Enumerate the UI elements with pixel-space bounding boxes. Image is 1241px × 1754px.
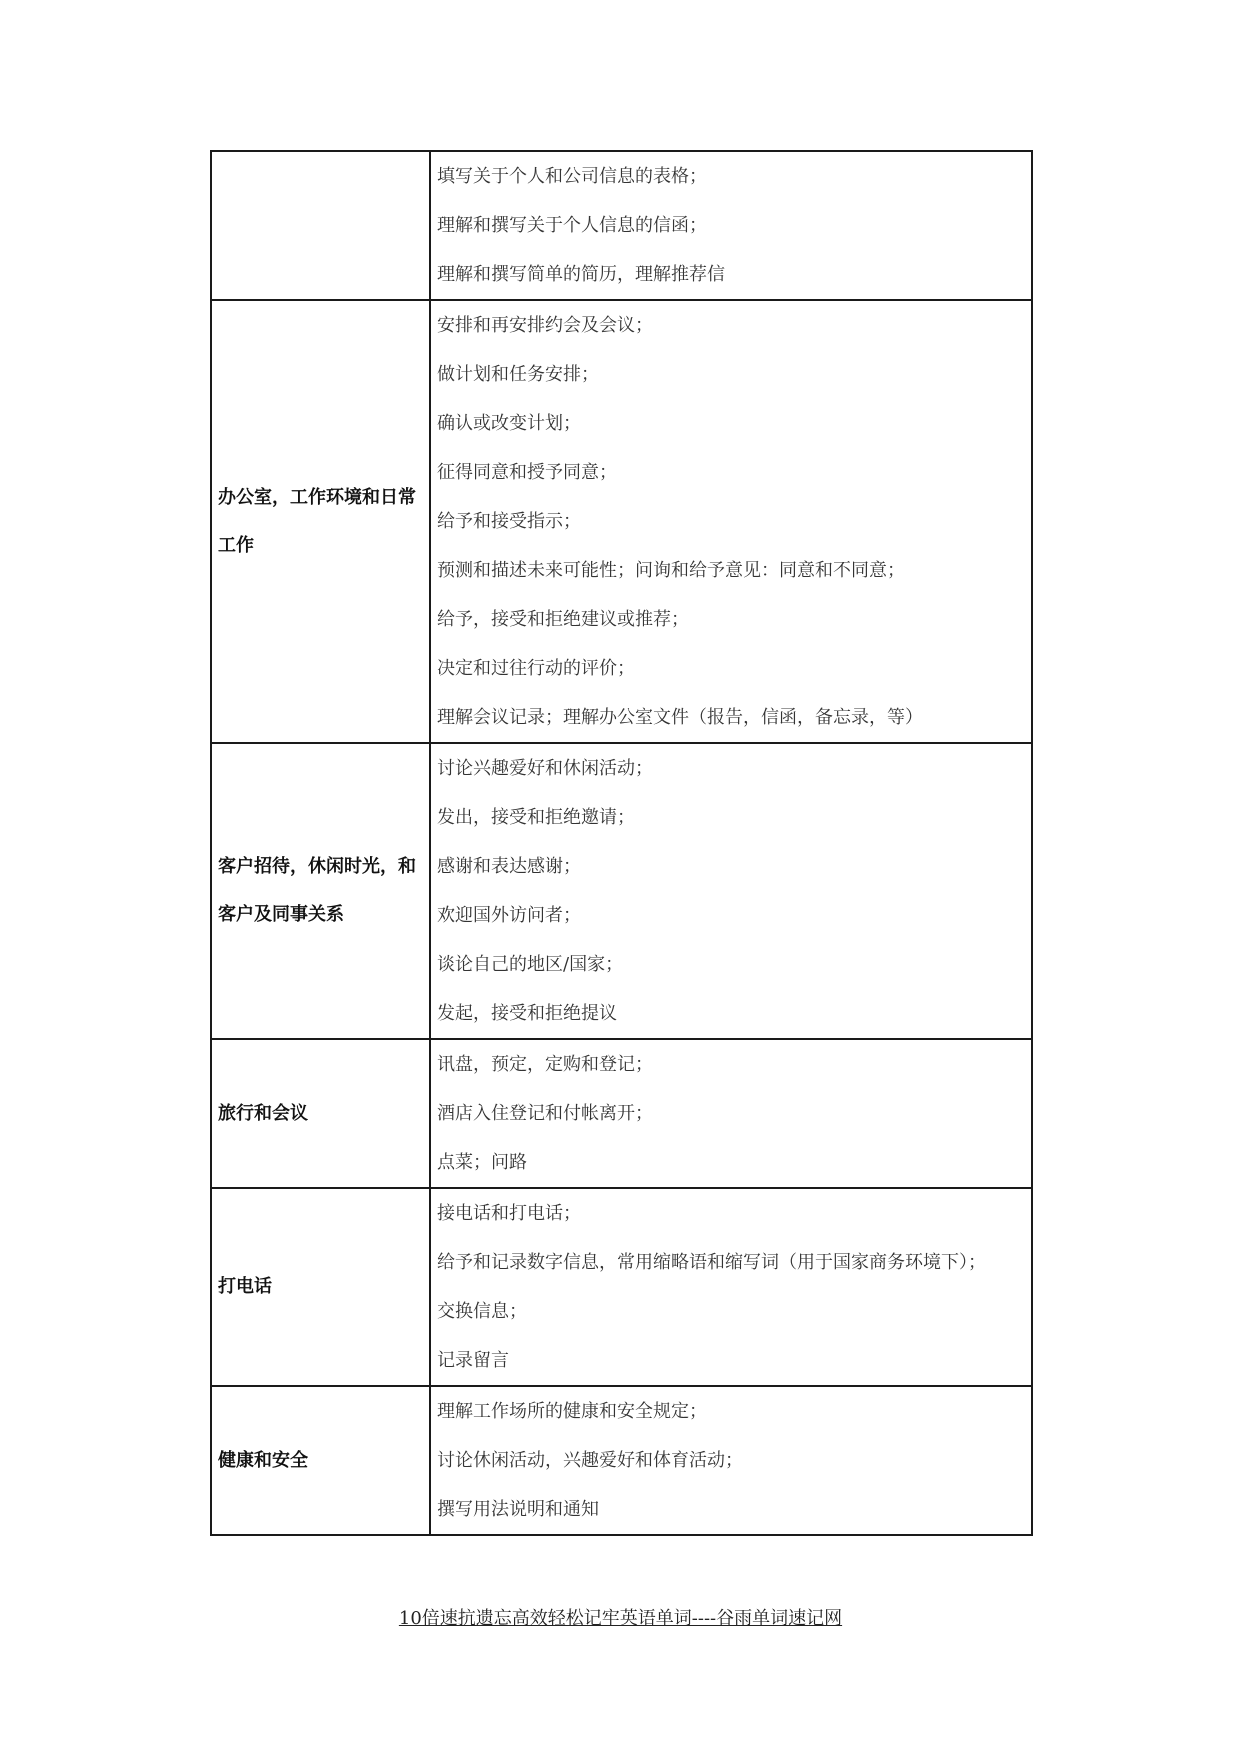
items-cell [430,151,1032,300]
topic-cell: 办公室，工作环境和日常工作 [211,300,430,743]
list-item: 给予，接受和拒绝建议或推荐； [437,609,689,630]
table-row [211,1039,1032,1188]
list-item: 安排和再安排约会及会议； [437,315,653,336]
items-cell [430,1386,1032,1535]
syllabus-table-body [211,151,1032,1535]
topic-cell [211,151,430,300]
list-item: 讨论兴趣爱好和休闲活动； [437,758,653,779]
items-cell [430,1188,1032,1386]
topic-cell: 客户招待，休闲时光，和客户及同事关系 [211,743,430,1039]
list-item: 发出，接受和拒绝邀请； [437,807,635,828]
table-row [211,1386,1032,1535]
topic-cell: 健康和安全 [211,1386,430,1535]
list-item: 撰写用法说明和通知 [437,1499,599,1520]
list-item: 接电话和打电话； [437,1203,581,1224]
list-item: 谈论自己的地区/国家； [437,954,624,975]
list-item: 欢迎国外访问者； [437,905,581,926]
topic-cell: 打电话 [211,1188,430,1386]
list-item: 感谢和表达感谢； [437,856,581,877]
list-item: 理解和撰写关于个人信息的信函； [437,215,707,236]
list-item: 交换信息； [437,1301,527,1322]
list-item: 讯盘，预定，定购和登记； [437,1054,653,1075]
items-cell [430,1039,1032,1188]
list-item: 征得同意和授予同意； [437,462,617,483]
table-row [211,151,1032,300]
list-item: 理解会议记录；理解办公室文件（报告，信函，备忘录，等） [437,707,923,728]
list-item: 记录留言 [437,1350,509,1371]
list-item: 理解和撰写简单的简历，理解推荐信 [437,264,725,285]
topic-cell: 旅行和会议 [211,1039,430,1188]
list-item: 给予和记录数字信息，常用缩略语和缩写词（用于国家商务环境下）； [437,1252,986,1273]
list-item: 填写关于个人和公司信息的表格； [437,166,707,187]
list-item: 发起，接受和拒绝提议 [437,1003,617,1024]
list-item: 确认或改变计划； [437,413,581,434]
list-item: 预测和描述未来可能性；问询和给予意见：同意和不同意； [437,560,905,581]
footer-link[interactable]: 10倍速抗遗忘高效轻松记牢英语单词----谷雨单词速记网 [398,1608,843,1629]
items-cell [430,743,1032,1039]
list-item: 给予和接受指示； [437,511,581,532]
list-item: 理解工作场所的健康和安全规定； [437,1401,707,1422]
items-cell [430,300,1032,743]
list-item: 做计划和任务安排； [437,364,599,385]
table-row [211,743,1032,1039]
list-item: 讨论休闲活动，兴趣爱好和体育活动； [437,1450,743,1471]
table-row [211,1188,1032,1386]
list-item: 酒店入住登记和付帐离开； [437,1103,653,1124]
table-row [211,300,1032,743]
list-item: 决定和过往行动的评价； [437,658,635,679]
syllabus-table [210,150,1033,1536]
list-item: 点菜；问路 [437,1152,527,1173]
